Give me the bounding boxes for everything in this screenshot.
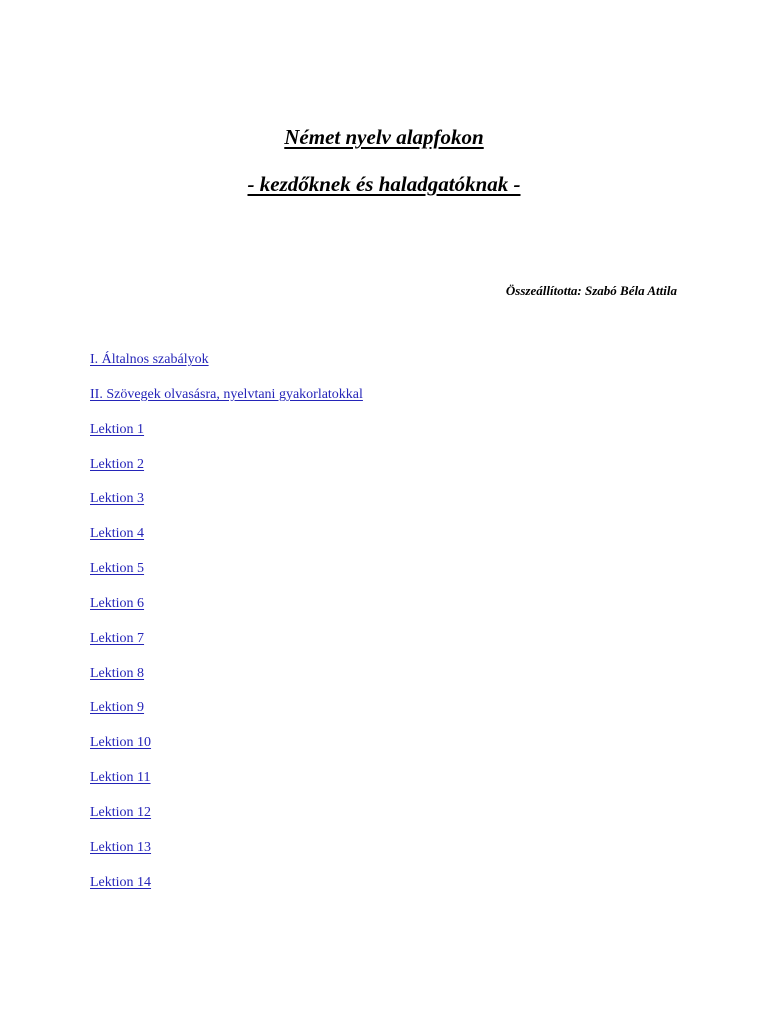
toc-item-lektion-6	[90, 596, 363, 631]
toc-link-lektion-7[interactable]: Lektion 7	[90, 630, 145, 646]
toc-item-lektion-2	[90, 457, 363, 492]
author-credit: Összeállította: Szabó Béla Attila	[505, 283, 677, 298]
toc-link-lektion-14[interactable]: Lektion 14	[90, 874, 152, 890]
toc-link-lektion-8[interactable]: Lektion 8	[90, 665, 145, 681]
toc-link-lektion-12[interactable]: Lektion 12	[90, 804, 152, 820]
toc-link-general-rules[interactable]: I. Általnos szabályok	[90, 352, 209, 367]
toc-link-texts[interactable]: II. Szövegek olvasásra, nyelvtani gyakorlatokkal	[90, 386, 363, 402]
toc-link-lektion-9[interactable]: Lektion 9	[90, 700, 145, 716]
toc-item-lektion-8	[90, 666, 363, 701]
toc-link-lektion-5[interactable]: Lektion 5	[90, 561, 145, 577]
toc-link-lektion-13[interactable]: Lektion 13	[90, 839, 152, 855]
toc-item-texts	[90, 387, 363, 422]
toc-link-lektion-1[interactable]: Lektion 1	[90, 421, 145, 437]
toc-item-lektion-12	[90, 805, 363, 840]
toc-link-lektion-10[interactable]: Lektion 10	[90, 735, 152, 751]
toc-item-lektion-4	[90, 526, 363, 561]
toc-item-lektion-3	[90, 491, 363, 526]
toc-item-lektion-1	[90, 422, 363, 457]
table-of-contents	[90, 352, 363, 910]
toc-link-lektion-11[interactable]: Lektion 11	[90, 770, 151, 786]
toc-link-lektion-2[interactable]: Lektion 2	[90, 456, 145, 472]
page-title: Német nyelv alapfokon	[284, 125, 484, 149]
page-subtitle: - kezdőknek és haladgatóknak -	[247, 172, 521, 196]
toc-item-lektion-10	[90, 735, 363, 770]
toc-item-lektion-14	[90, 875, 363, 910]
toc-link-lektion-4[interactable]: Lektion 4	[90, 526, 145, 542]
toc-item-lektion-9	[90, 700, 363, 735]
toc-link-lektion-6[interactable]: Lektion 6	[90, 595, 145, 611]
toc-item-lektion-7	[90, 631, 363, 666]
toc-item-lektion-11	[90, 770, 363, 805]
toc-link-lektion-3[interactable]: Lektion 3	[90, 491, 145, 507]
toc-item-lektion-13	[90, 840, 363, 875]
toc-item-lektion-5	[90, 561, 363, 596]
toc-item-general-rules	[90, 352, 363, 387]
